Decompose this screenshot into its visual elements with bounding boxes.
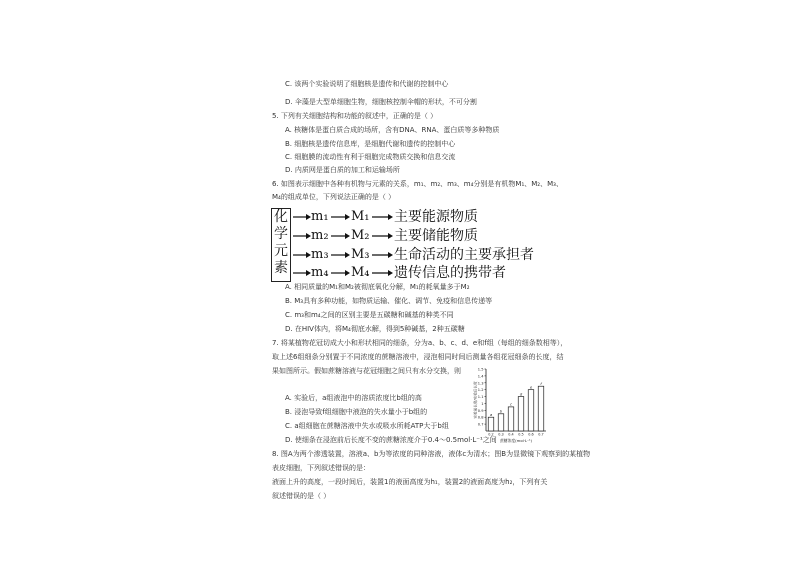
q5-option-c: C. 细胞膜的流动性有利于细胞完成物质交换和信息交流 (285, 153, 456, 161)
monomer-label: m₂ (311, 228, 329, 243)
bar (518, 397, 524, 431)
y-tick-label: 1.3 (477, 381, 484, 386)
q6-stem-line2: M₄的组成单位，下列说法正确的是（ ） (272, 193, 396, 201)
q4-option-c: C. 该两个实验说明了细胞核是遗传和代谢的控制中心 (285, 80, 449, 88)
y-tick-label: 1.5 (477, 367, 484, 372)
polymer-label: M₄ (351, 265, 370, 280)
q7-option-b: B. 浸泡导致f组细胞中液泡的失水量小于b组的 (285, 408, 428, 416)
q5-option-a: A. 核糖体是蛋白质合成的场所，含有DNA、RNA、蛋白质等多种物质 (285, 126, 500, 134)
q8-line4: 叙述错误的是（ ） (272, 492, 331, 500)
function-label: 生命活动的主要承担者 (394, 247, 534, 263)
bar-label: d (519, 391, 523, 397)
element-organic-diagram (271, 208, 534, 282)
bar-label: c (509, 401, 513, 407)
polymer-label: M₂ (351, 228, 370, 243)
y-tick-label: 1.4 (477, 374, 484, 379)
arrow-icon (370, 264, 394, 282)
bar (508, 407, 514, 431)
q5-option-d: D. 内质网是蛋白质的加工和运输场所 (285, 166, 400, 174)
chemical-elements-box (271, 208, 291, 282)
q8-line1: 8. 图A为两个渗透装置，溶液a、b为等浓度的同种溶液，液体c为清水；图B为显微镜下观察到的某植物 (272, 450, 591, 458)
bar-label: b (499, 408, 503, 414)
monomer-label: m₄ (311, 265, 329, 280)
arrow-icon (370, 246, 394, 264)
q8-line2: 表皮细胞，下列叙述错误的是： (272, 464, 370, 472)
box-char: 元 (274, 243, 288, 259)
x-axis-label: 蔗糖浓度(mol·L⁻¹) (499, 438, 533, 443)
arrow-icon (329, 227, 351, 245)
q8-line3: 液面上升的高度，一段时间后，装置1的液面高度为h₁，装置2的液面高度为h₂，下列有关 (272, 478, 548, 486)
box-char: 素 (274, 260, 288, 276)
x-tick-label: 0.2 (488, 432, 494, 437)
q7-stem-line1: 7. 将某植物花冠切成大小和形状相同的细条，分为a、b、c、d、e和f组（每组的细条数相等）， (272, 339, 568, 347)
q7-option-c: C. a组细胞在蔗糖溶液中失水或吸水所耗ATP大于b组 (285, 422, 449, 430)
bar (538, 386, 544, 431)
bar (488, 417, 494, 431)
q7-stem-line2: 取上述6组细条分别置于不同浓度的蔗糖溶液中，浸泡相同时间后测量各组花冠细条的长度，结 (272, 353, 564, 361)
y-tick-label: 1.2 (477, 388, 484, 393)
x-tick-label: 0.3 (498, 432, 504, 437)
y-tick-label: 0.8 (477, 415, 484, 420)
q7-option-d: D. 使细条在浸泡前后长度不变的蔗糖浓度介于0.4～0.5mol·L⁻¹之间 (285, 436, 497, 444)
q6-option-d: D. 在HIV体内，将M₄彻底水解，得到5种碱基，2种五碳糖 (285, 325, 465, 333)
arrow-icon (329, 246, 351, 264)
bar-label: a (489, 412, 493, 418)
bar-label: f (540, 381, 542, 387)
arrow-icon (370, 227, 394, 245)
bar (528, 390, 534, 431)
polymer-label: M₁ (351, 209, 370, 224)
function-label: 主要能源物质 (394, 209, 478, 225)
y-tick-label: 0.9 (477, 408, 484, 413)
arrow-icon (293, 264, 311, 282)
x-tick-label: 0.7 (538, 432, 544, 437)
monomer-label: m₁ (311, 209, 329, 224)
x-tick-label: 0.5 (518, 432, 524, 437)
bar (498, 414, 504, 431)
arrow-icon (293, 208, 311, 226)
q7-option-a: A. 实验后，a组液泡中的溶质浓度比b组的高 (285, 394, 422, 402)
q5-stem: 5. 下列有关细胞结构和功能的叙述中，正确的是（ ） (272, 112, 438, 120)
y-tick-label: 0.7 (477, 422, 484, 427)
q6-option-c: C. m₃和m₄之间的区别主要是五碳糖和碱基的种类不同 (285, 311, 454, 319)
y-tick-label: 1.1 (477, 395, 484, 400)
monomer-label: m₃ (311, 247, 329, 262)
q6-option-b: B. M₃具有多种功能，如物质运输、催化、调节、免疫和信息传递等 (285, 297, 493, 305)
q6-stem-line1: 6. 如图表示细胞中各种有机物与元素的关系，m₁、m₂、m₃、m₄分别是有机物M₁、M₂、M₃、 (272, 180, 563, 188)
box-char: 学 (274, 226, 288, 242)
x-tick-label: 0.4 (508, 432, 514, 437)
function-label: 主要储能物质 (394, 228, 478, 244)
arrow-icon (293, 227, 311, 245)
q6-option-a: A. 相同质量的M₁和M₂被彻底氧化分解，M₁的耗氧量多于M₂ (285, 283, 470, 291)
x-tick-label: 0.6 (528, 432, 534, 437)
y-axis-label: 实验前长度/实验后长度 (473, 381, 478, 419)
y-tick-label: 1 (481, 401, 484, 406)
box-char: 化 (274, 209, 288, 225)
bar-label: e (529, 384, 533, 390)
arrow-icon (329, 264, 351, 282)
polymer-label: M₃ (351, 247, 370, 262)
q7-stem-line3: 果如图所示。假如蔗糖溶液与花冠细胞之间只有水分交换，则 (272, 367, 461, 375)
function-label: 遗传信息的携带者 (394, 265, 506, 281)
arrow-icon (370, 208, 394, 226)
q4-option-d: D. 伞藻是大型单细胞生物，细胞核控制伞帽的形状，不可分割 (285, 98, 477, 106)
q5-option-b: B. 细胞核是遗传信息库，是细胞代谢和遗传的控制中心 (285, 140, 456, 148)
arrow-icon (293, 246, 311, 264)
arrow-icon (329, 208, 351, 226)
